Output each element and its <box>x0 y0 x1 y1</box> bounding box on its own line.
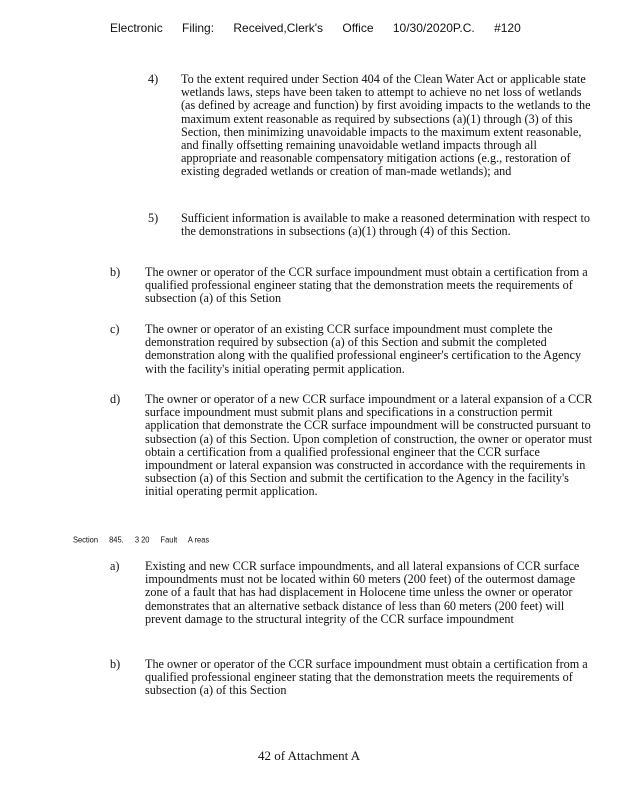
header-electronic: Electronic <box>110 21 163 35</box>
item-text-4: To the extent required under Section 404 of the Clean Water Act or applicable state wetlands laws, steps have been taken to attempt to achieve no net loss of wetlands (as defined by acreage and function) by first avoiding impacts to the wetlands to the maximum extent reasonable as required by subsections (a)(1) through (3) of this Section, then minimizing unavoidable impacts to the maximum extent reasonable, and finally offsetting remaining unavoidable wetland impacts through all appropriate and reasonable compensatory mitigation actions (e.g., restoration of existing degraded wetlands or creation of man-made wetlands); and <box>181 72 591 179</box>
page-footer: 42 of Attachment A <box>258 748 361 763</box>
header-number: #120 <box>494 21 521 35</box>
section-word: Section <box>73 534 99 545</box>
item-text-d: The owner or operator of a new CCR surface impoundment or a lateral expansion of a CCR surface impoundment must submit plans and specifications in a construction permit application that demonstrate the CCR surface impoundment will be constructed pursuant to subsection (a) of this Section. Upon completion of construction, the owner or operator must obtain a certification from a qualified professional engineer that the CCR surface impoundment or lateral expansion was constructed in accordance with the requirements in subsection (a) of this Section and submit the certification to the Agency in the facility's initial operating permit application. <box>145 392 593 499</box>
section-item-text-a: Existing and new CCR surface impoundments, and all lateral expansions of CCR surface impoundments must not be located within 60 meters (200 feet) of the outermost damage zone of a fault that has had displacement in Holocene time unless the owner or operator demonstrates that an alternative setback distance of less than 60 meters (200 feet) will prevent damage to the structural integrity of the CCR surface impoundment <box>145 559 580 626</box>
filing-stamp-header <box>110 21 537 35</box>
item-text-c: The owner or operator of an existing CCR surface impoundment must complete the demonstration required by subsection (a) of this Section and submit the completed demonstration along with the qualified professional engineer's certification to the Agency with the facility's initial operating permit application. <box>145 322 582 376</box>
section-item-text-b: The owner or operator of the CCR surface impoundment must obtain a certification from a qualified professional engineer stating that the demonstration meets the requirements of subsection (a) of this Section <box>145 657 588 698</box>
section-item-label-a: a) <box>110 559 120 573</box>
header-received: Received,Clerk's <box>233 21 324 35</box>
section-number: 3 20 <box>134 534 150 545</box>
item-label-b: b) <box>110 265 121 279</box>
header-office: Office <box>342 21 374 35</box>
item-label-5: 5) <box>148 211 159 225</box>
section-part: 845. <box>109 534 124 545</box>
item-text-b: The owner or operator of the CCR surface impoundment must obtain a certification from a qualified professional engineer stating that the demonstration meets the requirements of subsection (a) of this Setion <box>145 265 588 306</box>
header-filing: Filing: <box>182 21 215 35</box>
header-datetime: 10/30/2020P.C. <box>392 21 475 35</box>
item-label-4: 4) <box>148 72 159 86</box>
section-title-1: Fault <box>160 534 178 545</box>
section-heading <box>73 534 218 544</box>
section-title-2: A reas <box>187 534 210 545</box>
item-text-5: Sufficient information is available to make a reasoned determination with respect to the demonstrations in subsections (a)(1) through (4) of this Section. <box>181 211 590 239</box>
item-label-d: d) <box>110 392 121 406</box>
item-label-c: c) <box>110 322 120 336</box>
section-item-label-b: b) <box>110 657 121 671</box>
